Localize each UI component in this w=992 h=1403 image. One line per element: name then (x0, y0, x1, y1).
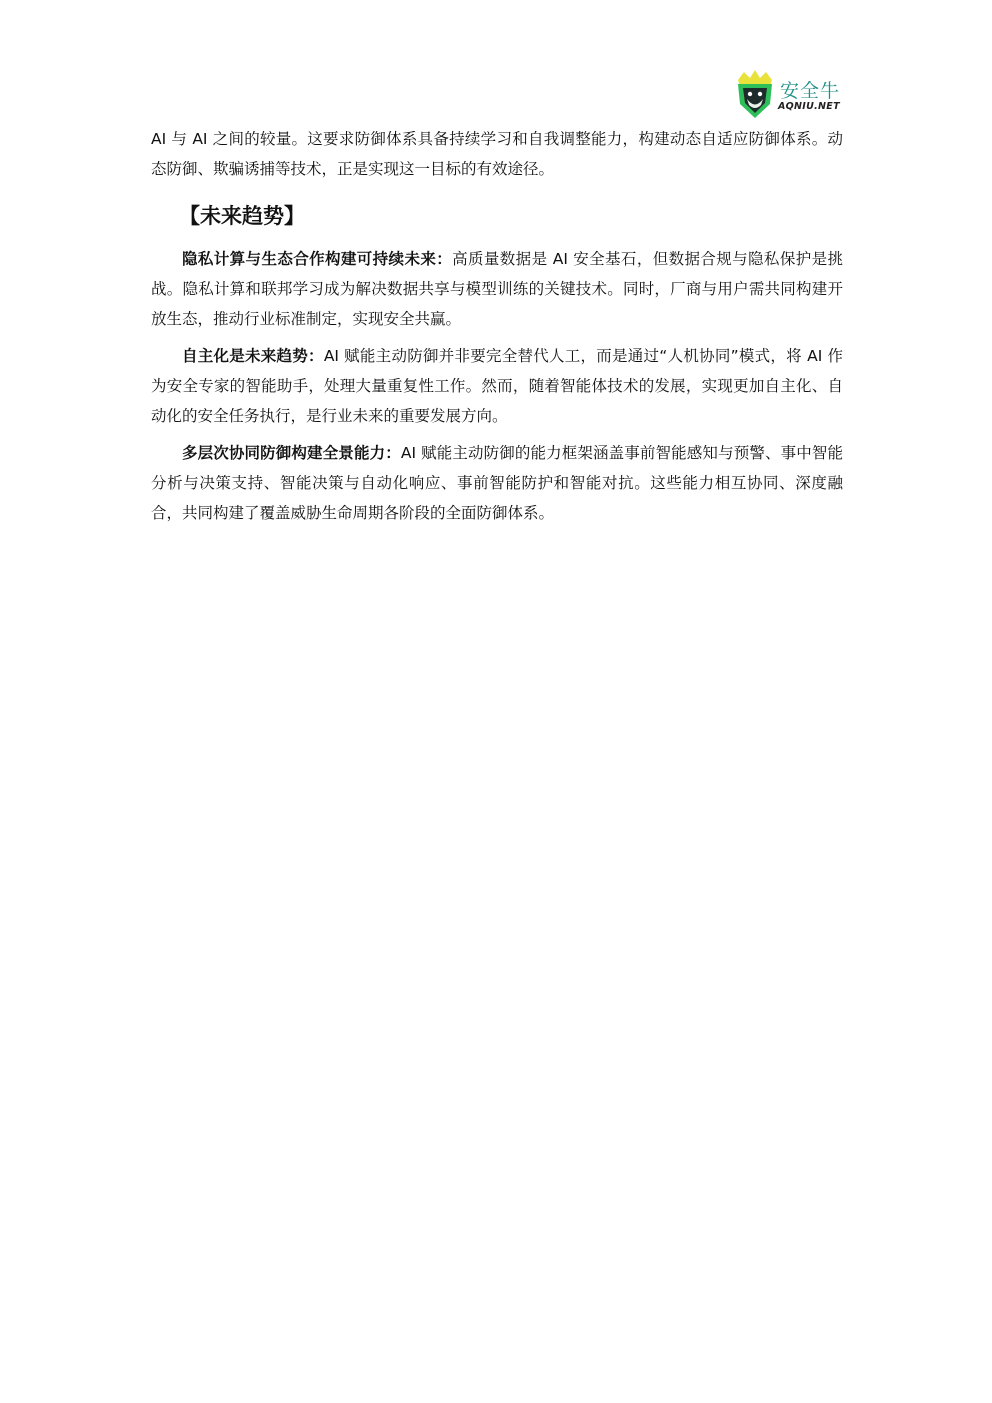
paragraph-text: 高质量数据是 AI 安全基石，但数据合规与隐私保护是挑战。隐私计算和联邦学习成为解决数据共享与模型训练的关键技术。同时，厂商与用户需共同构建开放生态，推动行业标准制定，实现安全共赢。 (151, 250, 843, 328)
paragraph-autonomy (151, 341, 843, 431)
intro-paragraph: AI 与 AI 之间的较量。这要求防御体系具备持续学习和自我调整能力，构建动态自适应防御体系。动态防御、欺骗诱捕等技术，正是实现这一目标的有效途径。 (151, 130, 843, 178)
paragraph-privacy-ecosystem (151, 244, 843, 334)
paragraph-text: AI 赋能主动防御的能力框架涵盖事前智能感知与预警、事中智能分析与决策支持、智能决策与自动化响应、事前智能防护和智能对抗。这些能力相互协同、深度融合，共同构建了覆盖威胁生命周期各阶段的全面防御体系。 (151, 444, 843, 522)
paragraph-lead: 自主化是未来趋势： (182, 347, 324, 365)
paragraph-multilayer-defense (151, 438, 843, 528)
paragraph-lead: 多层次协同防御构建全景能力： (182, 444, 401, 462)
paragraph-lead: 隐私计算与生态合作构建可持续未来： (182, 250, 453, 268)
shield-logo-icon (734, 70, 776, 120)
logo-subtext: AQNIU.NET (778, 101, 840, 112)
paragraph-text: AI 赋能主动防御并非要完全替代人工，而是通过“人机协同”模式，将 AI 作为安全专家的智能助手，处理大量重复性工作。然而，随着智能体技术的发展，实现更加自主化、自动化的安全任务执行，是行业未来的重要发展方向。 (151, 347, 843, 425)
section-heading: 【未来趋势】 (179, 204, 305, 228)
document-body (151, 124, 843, 528)
logo-text: 安全牛 (780, 80, 841, 102)
brand-logo (734, 70, 854, 120)
